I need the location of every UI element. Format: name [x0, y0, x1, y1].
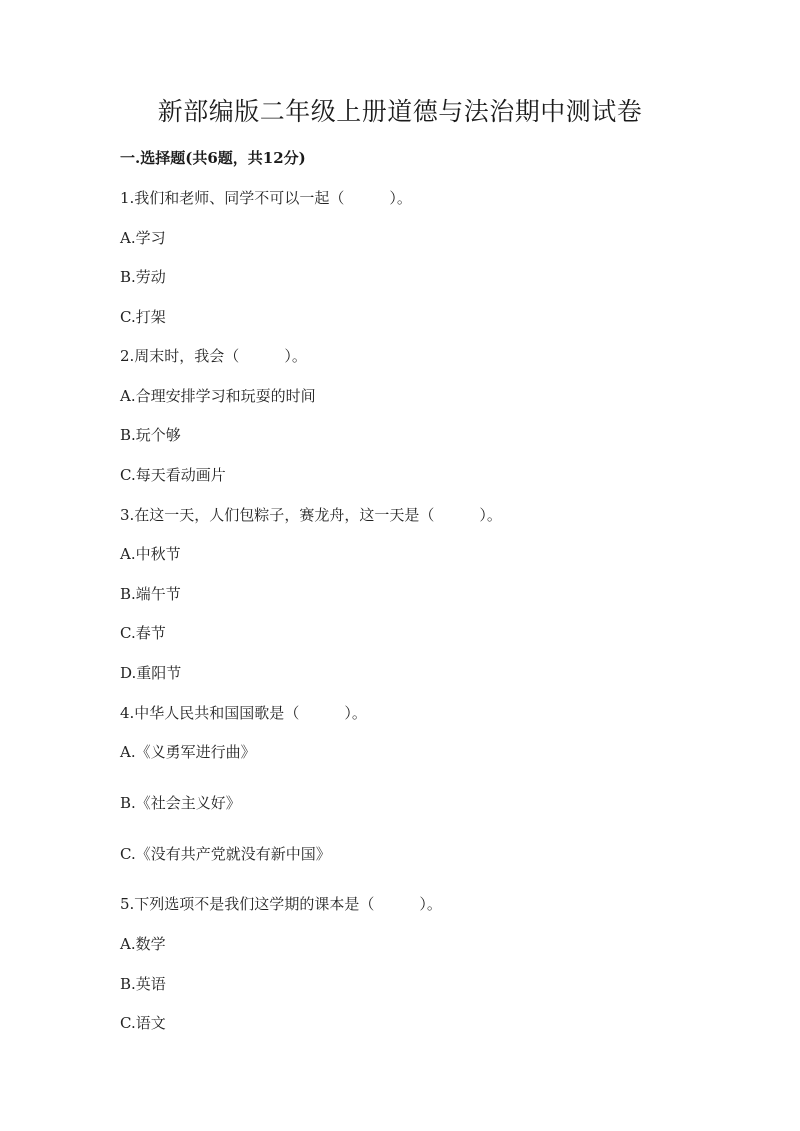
- question-4-option-c: C.《没有共产党就没有新中国》: [120, 845, 331, 863]
- question-2-option-c: C.每天看动画片: [120, 466, 226, 484]
- section-heading: 一.选择题(共6题，共12分): [120, 149, 306, 167]
- question-3-option-d: D.重阳节: [120, 664, 182, 682]
- question-5-stem: 5.下列选项不是我们这学期的课本是（ ）。: [120, 895, 442, 913]
- question-1-option-b: B.劳动: [120, 268, 166, 286]
- question-3-option-b: B.端午节: [120, 585, 181, 603]
- question-5-option-a: A.数学: [120, 935, 166, 953]
- question-3-stem: 3.在这一天，人们包粽子，赛龙舟，这一天是（ ）。: [120, 506, 502, 524]
- question-2-option-a: A.合理安排学习和玩耍的时间: [120, 387, 316, 405]
- page-title: 新部编版二年级上册道德与法治期中测试卷: [157, 97, 643, 126]
- question-5-option-b: B.英语: [120, 975, 166, 993]
- question-2-option-b: B.玩个够: [120, 426, 181, 444]
- question-4-option-a: A.《义勇军进行曲》: [120, 743, 256, 761]
- question-4-stem: 4.中华人民共和国国歌是（ ）。: [120, 704, 367, 722]
- question-3-option-c: C.春节: [120, 624, 166, 642]
- question-5-option-c: C.语文: [120, 1014, 166, 1032]
- question-1-option-c: C.打架: [120, 308, 166, 326]
- question-4-option-b: B.《社会主义好》: [120, 794, 241, 812]
- question-3-option-a: A.中秋节: [120, 545, 181, 563]
- question-1-stem: 1.我们和老师、同学不可以一起（ ）。: [120, 189, 412, 207]
- question-2-stem: 2.周末时，我会（ ）。: [120, 347, 307, 365]
- question-1-option-a: A.学习: [120, 229, 166, 247]
